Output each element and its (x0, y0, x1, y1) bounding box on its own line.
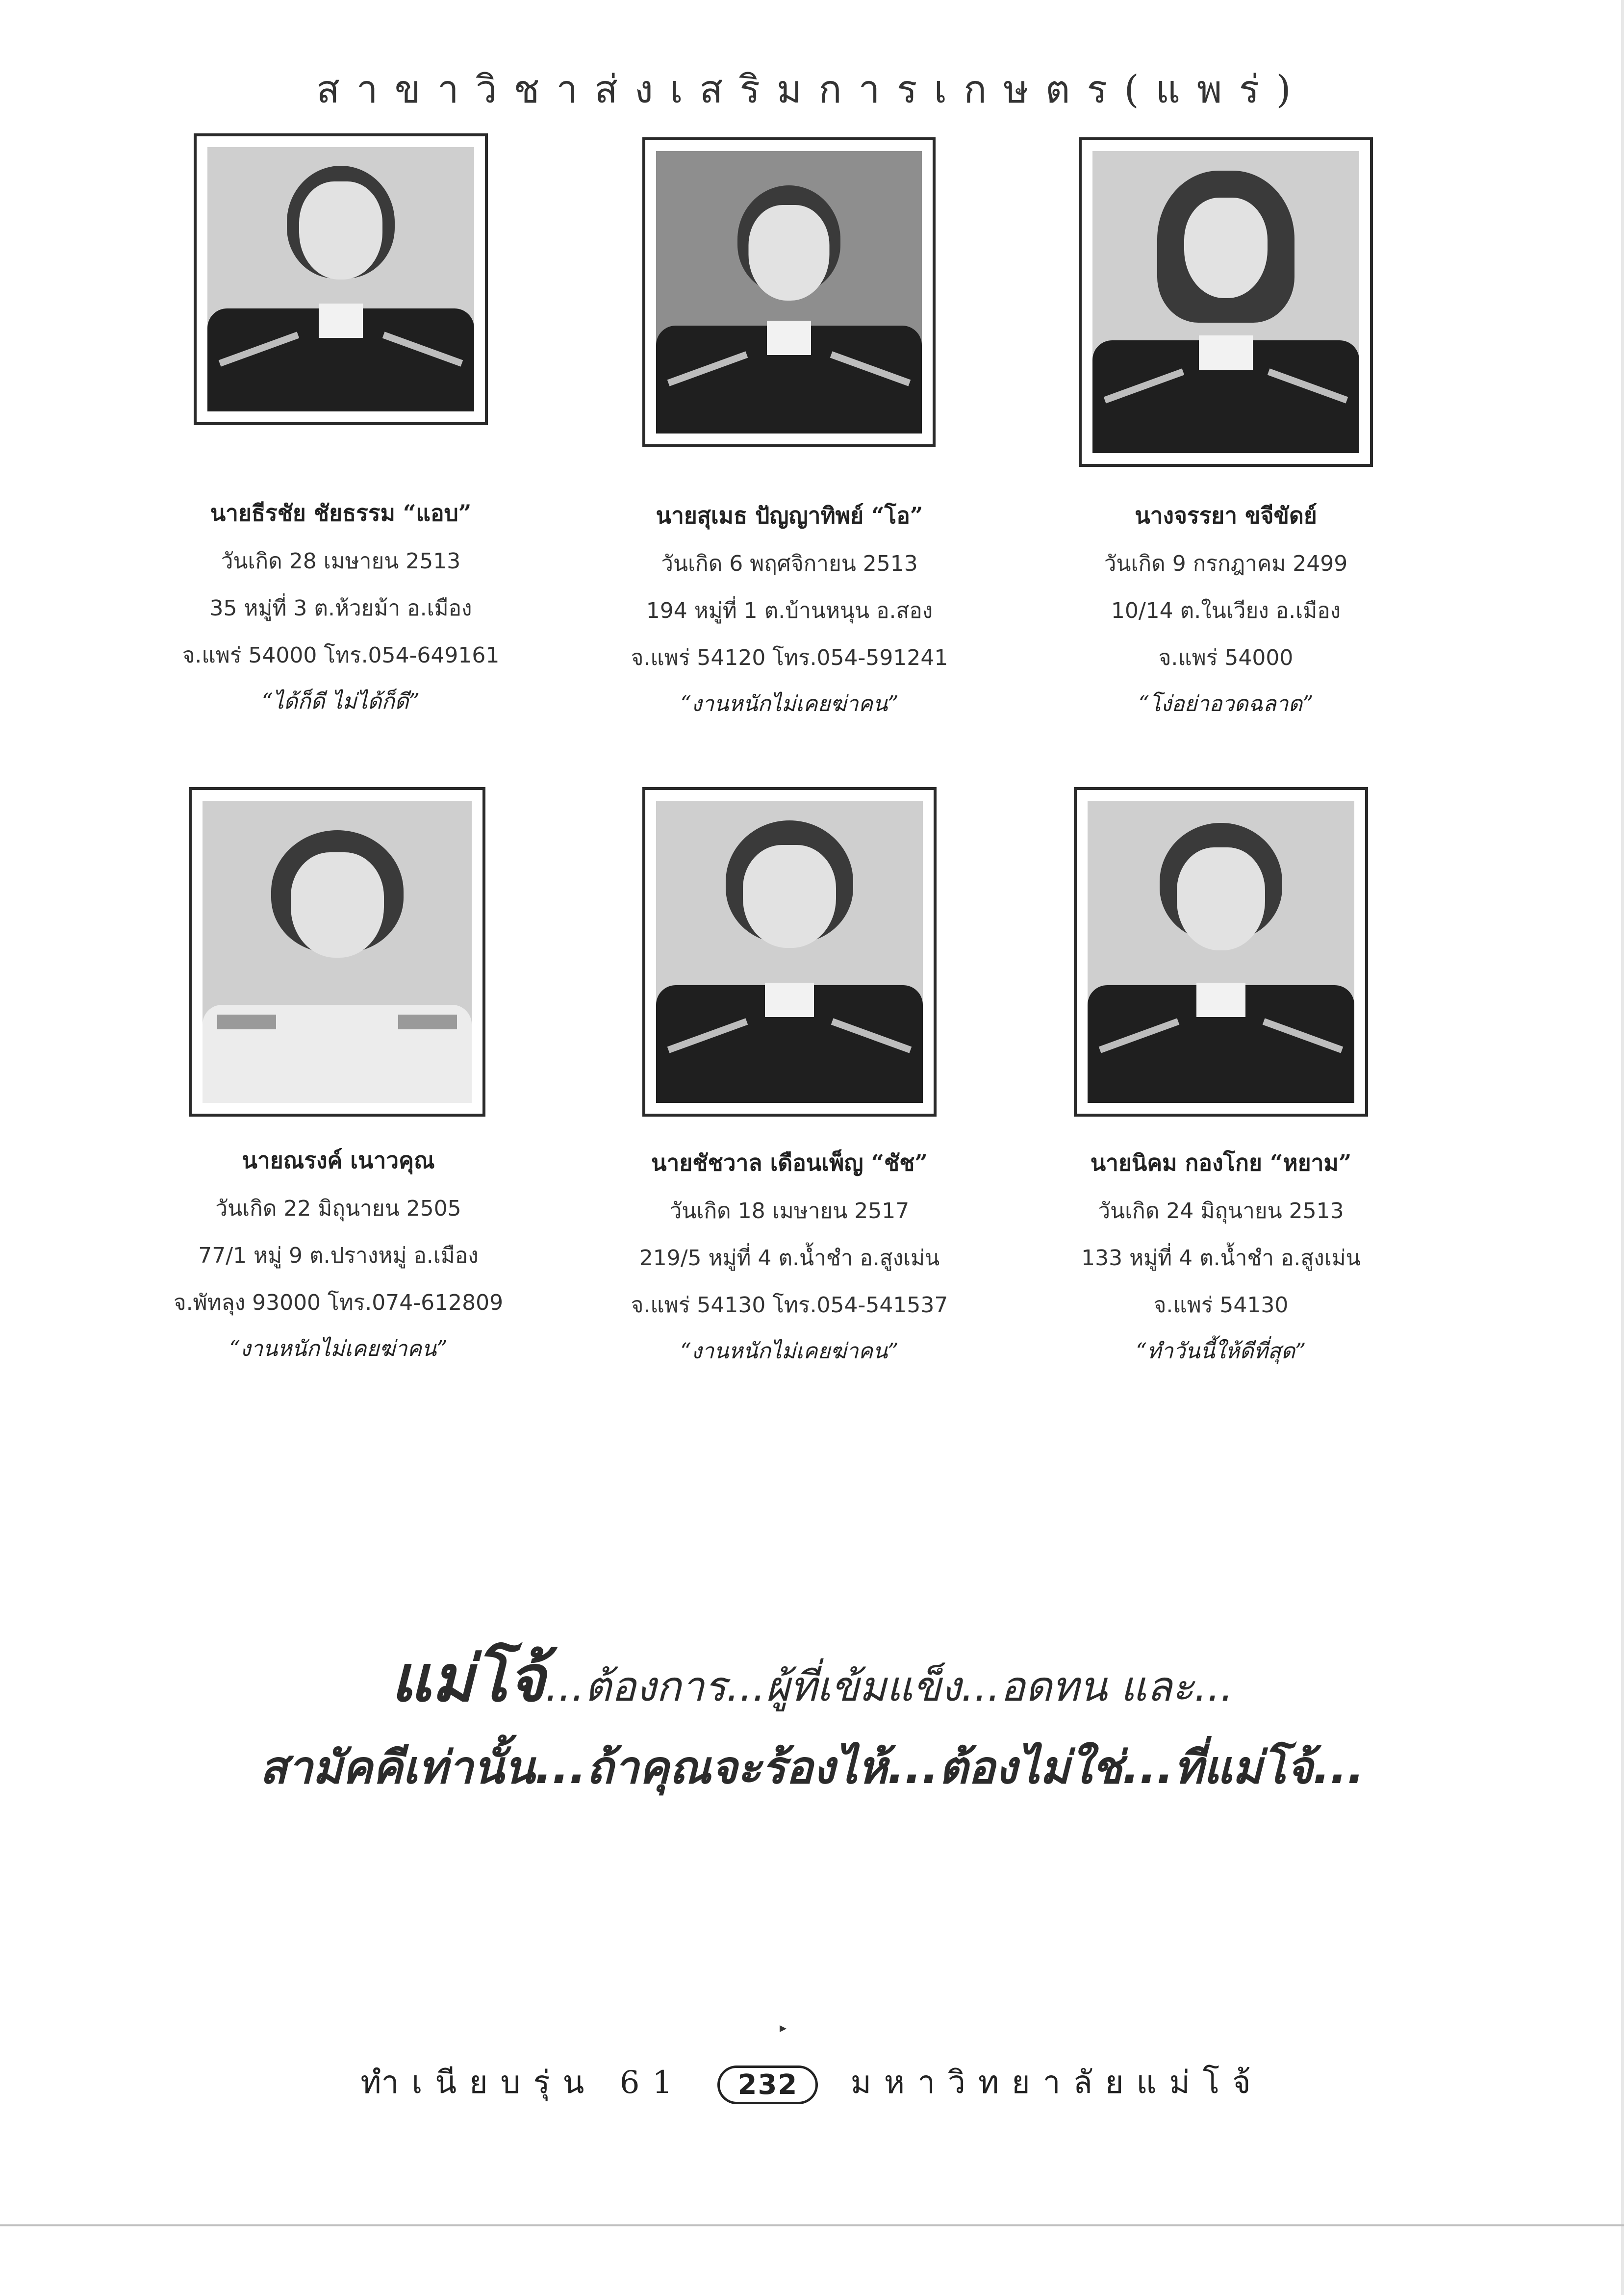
graduate-address: 35 หมู่ที่ 3 ต.ห้วยม้า อ.เมือง (209, 596, 472, 621)
page-title: สาขาวิชาส่งเสริมการเกษตร(แพร่) (316, 68, 1308, 112)
graduate-birthdate: วันเกิด 18 เมษายน 2517 (669, 1198, 910, 1224)
graduate-address: 133 หมู่ที่ 4 ต.น้ำชำ อ.สูงเม่น (1081, 1246, 1361, 1271)
graduate-name: นายณรงค์ เนาวคุณ (242, 1147, 435, 1173)
page-edge (1621, 0, 1624, 2295)
graduate-birthdate: วันเกิด 22 มิถุนายน 2505 (215, 1196, 461, 1221)
graduate-address-province: จ.แพร่ 54000 (1158, 645, 1294, 670)
slogan-line-1-text: ...ต้องการ...ผู้ที่เข้มแข็ง...อดทน และ... (545, 1662, 1234, 1710)
bottom-rule (0, 2224, 1624, 2226)
graduate-address-province: จ.พัทลุง 93000 โทร.074-612809 (173, 1290, 504, 1315)
graduate-name: นางจรรยา ขจีขัดย์ (1135, 502, 1317, 529)
slogan-line-1 (0, 1628, 1624, 1729)
graduate-motto: “งานหนักไม่เคยฆ่าคน” (680, 1339, 899, 1364)
graduate-address: 77/1 หมู่ 9 ต.ปรางหมู่ อ.เมือง (198, 1243, 479, 1268)
graduate-name: นายชัชวาล เดือนเพ็ญ “ชัช” (651, 1149, 928, 1176)
graduate-address-province: จ.แพร่ 54130 (1153, 1293, 1289, 1318)
graduate-motto: “งานหนักไม่เคยฆ่าคน” (680, 691, 899, 716)
graduate-name: นายสุเมธ ปัญญาทิพย์ “โอ” (656, 502, 923, 529)
portrait-photo-5 (642, 787, 937, 1117)
graduate-address: 219/5 หมู่ที่ 4 ต.น้ำชำ อ.สูงเม่น (639, 1246, 940, 1271)
portrait-photo-3 (1079, 137, 1373, 467)
page-number: 232 (717, 2066, 818, 2104)
slogan-lead: แม่โจ้ (390, 1641, 545, 1716)
footer-yearbook-label: ทำเนียบรุ่น 61 (360, 2065, 685, 2101)
graduate-address-province: จ.แพร่ 54130 โทร.054-541537 (631, 1293, 948, 1318)
graduate-birthdate: วันเกิด 28 เมษายน 2513 (221, 549, 461, 574)
marker-icon (780, 2025, 787, 2032)
slogan-line-2: สามัคคีเท่านั้น...ถ้าคุณจะร้องไห้...ต้องไม่ใช่...ที่แม่โจ้... (259, 1741, 1365, 1794)
graduate-birthdate: วันเกิด 24 มิถุนายน 2513 (1098, 1198, 1344, 1224)
graduate-birthdate: วันเกิด 6 พฤศจิกายน 2513 (661, 551, 918, 576)
graduate-motto: “โง่อย่าอวดฉลาด” (1138, 691, 1314, 716)
portrait-photo-4 (189, 787, 485, 1117)
graduate-motto: “งานหนักไม่เคยฆ่าคน” (229, 1336, 448, 1361)
portrait-photo-2 (642, 137, 936, 447)
graduate-address-province: จ.แพร่ 54120 โทร.054-591241 (631, 645, 948, 670)
graduate-address: 10/14 ต.ในเวียง อ.เมือง (1111, 598, 1341, 623)
portrait-photo-1 (194, 133, 488, 425)
graduate-name: นายนิคม กองโกย “หยาม” (1090, 1149, 1352, 1176)
footer-university-label: มหาวิทยาลัยแม่โจ้ (850, 2065, 1264, 2101)
graduate-birthdate: วันเกิด 9 กรกฎาคม 2499 (1104, 551, 1348, 576)
graduate-name: นายธีรชัย ชัยธรรม “แอบ” (210, 500, 472, 526)
graduate-motto: “ได้ก็ดี ไม่ได้ก็ดี” (262, 689, 420, 714)
portrait-photo-6 (1074, 787, 1368, 1117)
graduate-motto: “ทำวันนี้ให้ดีที่สุด” (1136, 1339, 1306, 1364)
page-footer (0, 2057, 1624, 2107)
graduate-address: 194 หมู่ที่ 1 ต.บ้านหนุน อ.สอง (646, 598, 933, 623)
graduate-address-province: จ.แพร่ 54000 โทร.054-649161 (182, 643, 500, 668)
